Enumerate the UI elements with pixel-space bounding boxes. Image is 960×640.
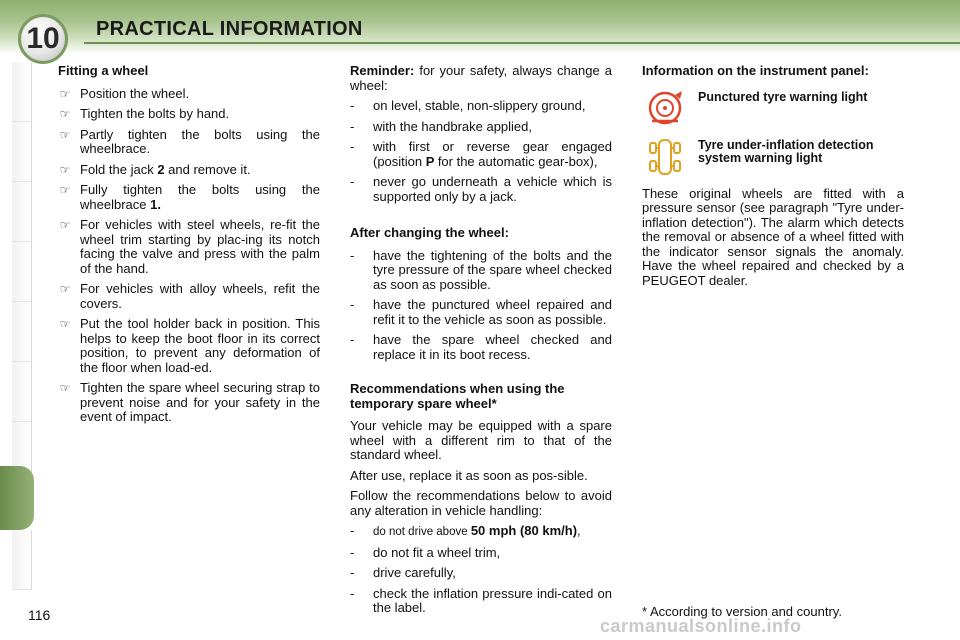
reminder-item — [350, 175, 612, 204]
fitting-step-text: Put the tool holder back in position. This helps to keep the boot floor in its correct position, to prevent any deformation of the floor when load-ed. — [80, 316, 320, 375]
footnote: * According to version and country. — [642, 604, 842, 619]
column-reminder — [350, 64, 612, 622]
dash-marker: - — [350, 332, 355, 347]
fitting-step-text: Partly tighten the bolts using the wheelbrace. — [80, 126, 320, 156]
dash-marker: - — [350, 247, 355, 263]
recommendation-item — [350, 546, 612, 561]
recommendations-heading: Recommendations when using the temporary spare wheel* — [350, 381, 565, 411]
watermark: carmanualsonline.info — [600, 616, 802, 636]
after-changing-item-text: have the spare wheel checked and replace it in its boot recess. — [373, 332, 612, 362]
column-instrument-panel — [642, 64, 904, 294]
pointing-hand-icon: ☞ — [59, 86, 71, 101]
chapter-tab[interactable] — [12, 302, 32, 362]
dash-marker: - — [350, 139, 355, 154]
recommendation-item-text: do not drive above 50 mph (80 km/h), — [373, 523, 581, 538]
pointing-hand-icon: ☞ — [59, 183, 71, 197]
reminder-item-text: never go underneath a vehicle which is supported only by a jack. — [373, 174, 612, 204]
reminder-intro: for your safety, always change a wheel: — [350, 63, 612, 93]
punctured-tyre-warning — [642, 87, 904, 127]
fitting-step-text: For vehicles with alloy wheels, refit the covers. — [80, 281, 320, 311]
chapter-tab[interactable] — [12, 122, 32, 182]
fitting-steps-list — [58, 87, 320, 425]
fitting-step — [58, 163, 320, 178]
reminder-item-text: with first or reverse gear engaged (position P for the automatic gear-box), — [373, 139, 612, 169]
chapter-tab[interactable] — [12, 242, 32, 302]
chapter-tab[interactable] — [12, 530, 32, 590]
column-fitting-wheel — [58, 64, 320, 431]
pointing-hand-icon: ☞ — [59, 317, 71, 331]
recommendation-item-text: drive carefully, — [373, 565, 456, 580]
fitting-step-text: For vehicles with steel wheels, re-fit the wheel trim starting by plac-ing its notch facing the valve and press with the palm of the hand. — [80, 217, 320, 276]
chapter-tab-active[interactable] — [0, 466, 34, 530]
dash-marker: - — [350, 118, 355, 134]
car-top-view-icon — [642, 135, 688, 179]
dash-marker: - — [350, 523, 355, 538]
recommendation-item-text: do not fit a wheel trim, — [373, 544, 501, 560]
fitting-step — [58, 87, 320, 102]
dash-marker: - — [350, 565, 355, 580]
chapter-tab[interactable] — [12, 62, 32, 122]
after-changing-item — [350, 298, 612, 327]
after-changing-item — [350, 333, 612, 362]
after-changing-heading: After changing the wheel: — [350, 225, 509, 240]
fitting-step — [58, 183, 320, 212]
recommendations-paragraphs — [350, 419, 612, 518]
pointing-hand-icon: ☞ — [59, 218, 71, 232]
chapter-number: 10 — [26, 22, 60, 55]
recommendation-item — [350, 524, 612, 540]
fitting-step-text: Tighten the bolts by hand. — [80, 106, 230, 121]
page-number: 116 — [28, 607, 51, 623]
after-changing-item-text: have the punctured wheel repaired and refit it to the vehicle as soon as possible. — [373, 297, 612, 327]
punctured-tyre-warning-icon — [642, 87, 688, 127]
dash-marker: - — [350, 98, 355, 113]
chapter-tabs — [0, 62, 34, 582]
reminder-label: Reminder: — [350, 63, 415, 78]
fitting-step-text: Position the wheel. — [80, 85, 190, 101]
pointing-hand-icon: ☞ — [59, 162, 71, 177]
dash-marker: - — [350, 544, 355, 560]
recommendation-paragraph: After use, replace it as soon as pos-sible. — [350, 467, 588, 483]
under-inflation-warning — [642, 135, 904, 179]
chapter-tab[interactable] — [12, 362, 32, 422]
fitting-step — [58, 107, 320, 122]
fitting-step — [58, 317, 320, 375]
recommendations-list — [350, 524, 612, 616]
fitting-step — [58, 218, 320, 276]
fitting-step — [58, 381, 320, 425]
reminder-item — [350, 120, 612, 135]
fitting-step-text: Fold the jack 2 and remove it. — [80, 161, 251, 177]
punctured-tyre-label: Punctured tyre warning light — [698, 89, 868, 104]
dash-marker: - — [350, 585, 355, 601]
fitting-step — [58, 128, 320, 157]
after-changing-item-text: have the tightening of the bolts and the tyre pressure of the spare wheel checked as soon as possible. — [373, 247, 612, 292]
reminder-list — [350, 99, 612, 204]
under-inflation-label: Tyre under-inflation detection system warning light — [698, 137, 874, 165]
fitting-step-text: Fully tighten the bolts using the wheelbrace 1. — [80, 182, 320, 212]
instrument-panel-heading: Information on the instrument panel: — [642, 63, 869, 78]
after-changing-list — [350, 249, 612, 363]
reminder-item — [350, 140, 612, 169]
after-changing-item — [350, 249, 612, 293]
chapter-title: PRACTICAL INFORMATION — [96, 18, 363, 40]
fitting-wheel-heading: Fitting a wheel — [58, 63, 149, 78]
pointing-hand-icon: ☞ — [59, 381, 71, 395]
reminder-item-text: with the handbrake applied, — [373, 118, 533, 134]
reminder-item — [350, 99, 612, 114]
pointing-hand-icon: ☞ — [59, 127, 71, 142]
header-divider — [84, 42, 960, 44]
reminder-item-text: on level, stable, non-slippery ground, — [373, 98, 586, 113]
recommendation-paragraph: Your vehicle may be equipped with a spare wheel with a different rim to that of the standard wheel. — [350, 418, 612, 462]
chapter-tab[interactable] — [12, 182, 32, 242]
recommendation-paragraph: Follow the recommendations below to avoid any alteration in vehicle handling: — [350, 488, 612, 518]
pointing-hand-icon: ☞ — [59, 107, 71, 121]
pointing-hand-icon: ☞ — [59, 282, 71, 296]
chapter-badge — [18, 14, 68, 64]
dash-marker: - — [350, 174, 355, 189]
fitting-step — [58, 282, 320, 311]
dash-marker: - — [350, 297, 355, 312]
fitting-step-text: Tighten the spare wheel securing strap to prevent noise and for your safety in the event of impact. — [80, 380, 320, 424]
recommendation-item — [350, 587, 612, 616]
recommendation-item — [350, 566, 612, 581]
instrument-panel-body: These original wheels are fitted with a pressure sensor (see paragraph "Tyre under-inflation detection"). The alarm which detects the removal or absence of a wheel fitted with the indicator sensor signals the anomaly. Have the wheel repaired and checked by a PEUGEOT dealer. — [642, 185, 904, 288]
recommendation-item-text: check the inflation pressure indi-cated on the label. — [373, 585, 612, 615]
